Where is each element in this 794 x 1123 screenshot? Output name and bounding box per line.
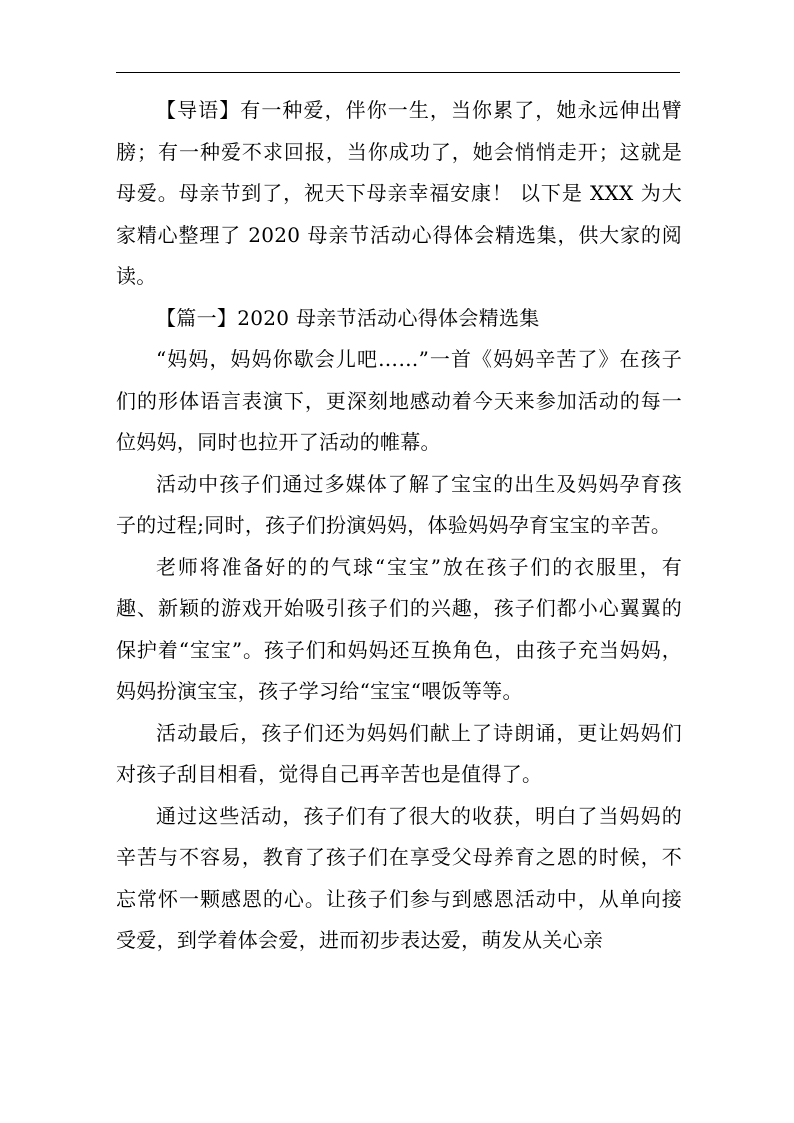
body-paragraph: 活动中孩子们通过多媒体了解了宝宝的出生及妈妈孕育孩子的过程;同时，孩子们扮演妈妈，体验妈妈孕育宝宝的辛苦。 xyxy=(116,471,682,537)
header-rule xyxy=(116,72,680,73)
document-body xyxy=(116,90,682,962)
body-paragraph: “妈妈，妈妈你歇会儿吧……”一首《妈妈辛苦了》在孩子们的形体语言表演下，更深刻地感动着今天来参加活动的每一位妈妈，同时也拉开了活动的帷幕。 xyxy=(116,347,682,454)
section-heading: 【篇一】2020 母亲节活动心得体会精选集 xyxy=(156,305,540,330)
intro-paragraph: 【导语】有一种爱，伴你一生，当你累了，她永远伸出臂膀；有一种爱不求回报，当你成功了，她会悄悄走开；这就是母爱。母亲节到了，祝天下母亲幸福安康！ 以下是 XXX 为大家精心整理了 2020 母亲节活动心得体会精选集，供大家的阅读。 xyxy=(116,98,682,288)
body-paragraph: 通过这些活动，孩子们有了很大的收获，明白了当妈妈的辛苦与不容易，教育了孩子们在享受父母养育之恩的时候，不忘常怀一颗感恩的心。让孩子们参与到感恩活动中，从单向接受爱，到学着体会爱，进而初步表达爱，萌发从关心亲 xyxy=(116,803,682,952)
body-paragraph: 活动最后，孩子们还为妈妈们献上了诗朗诵，更让妈妈们对孩子刮目相看，觉得自己再辛苦也是值得了。 xyxy=(116,720,682,786)
body-paragraph: 老师将准备好的的气球“宝宝”放在孩子们的衣服里，有趣、新颖的游戏开始吸引孩子们的兴趣，孩子们都小心翼翼的保护着“宝宝”。孩子们和妈妈还互换角色，由孩子充当妈妈，妈妈扮演宝宝，孩子学习给“宝宝“喂饭等等。 xyxy=(116,554,682,703)
